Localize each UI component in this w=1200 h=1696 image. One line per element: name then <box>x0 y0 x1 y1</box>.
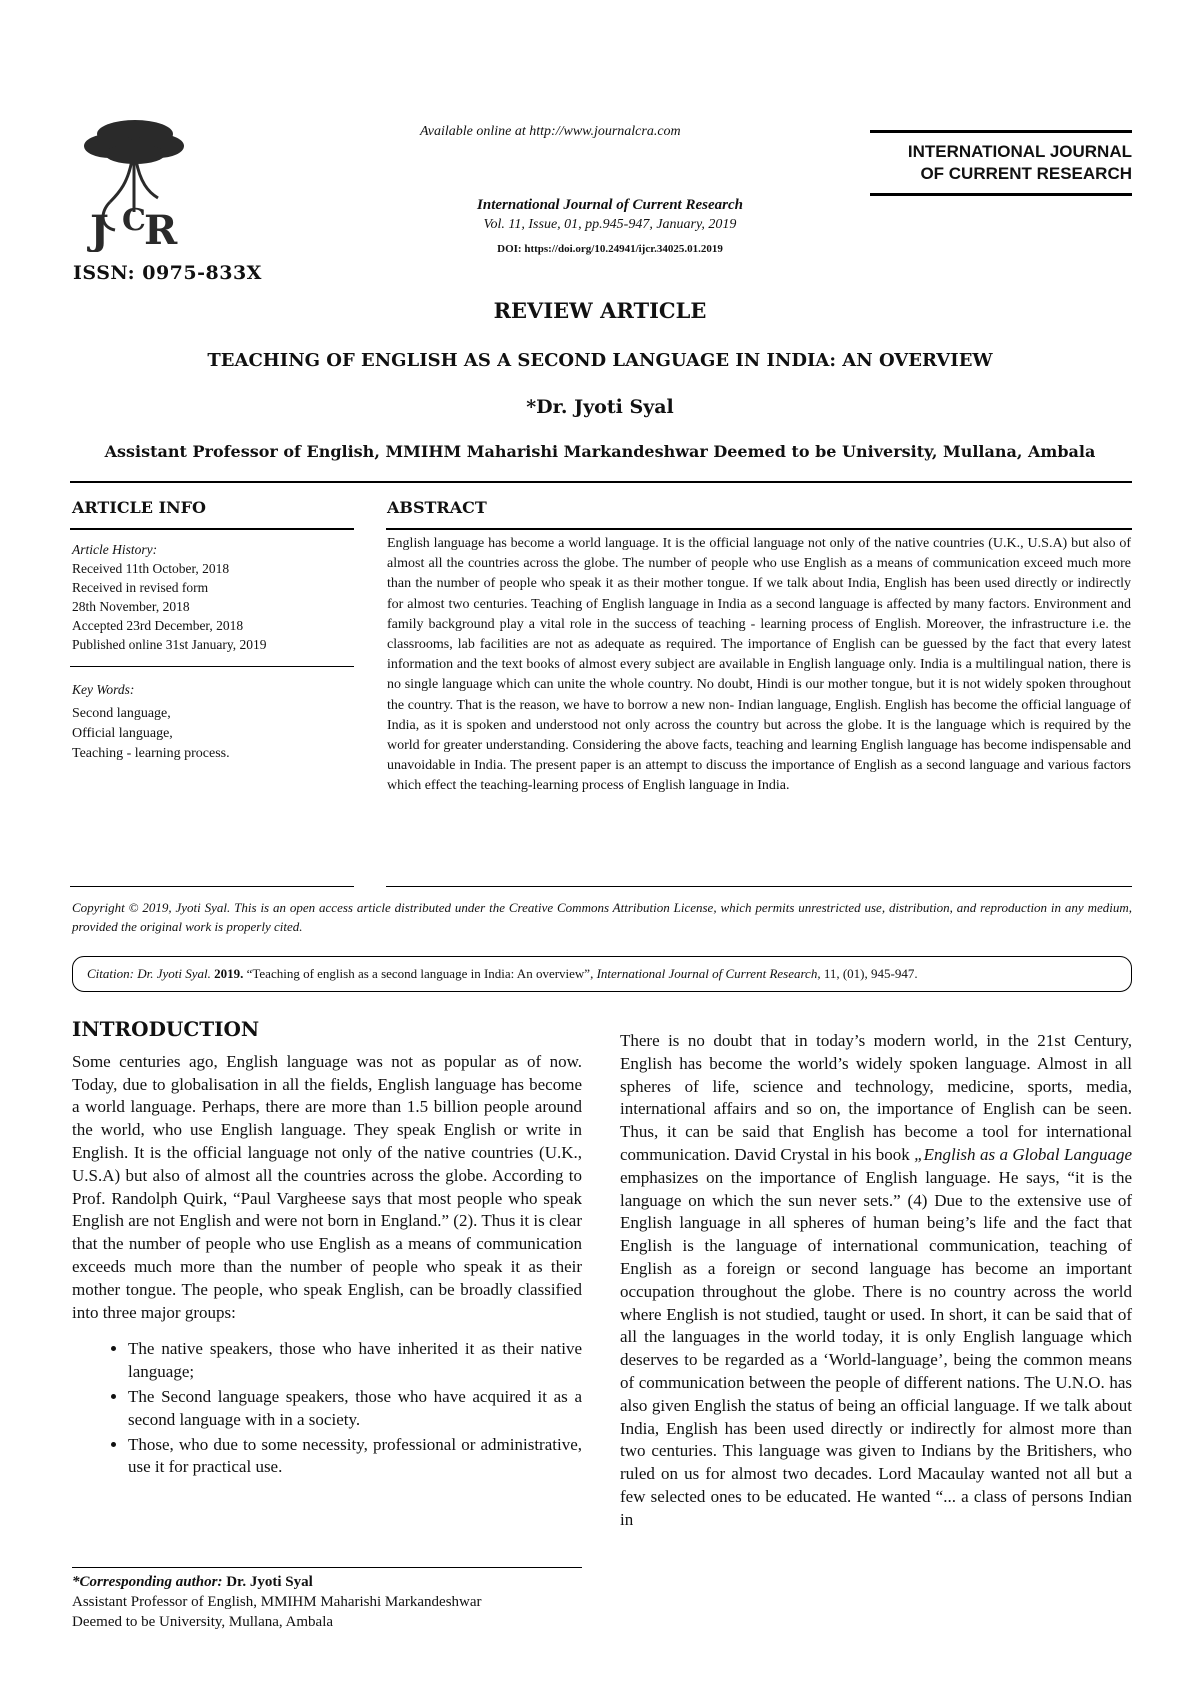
history-item: Received 11th October, 2018 <box>72 561 230 576</box>
speaker-groups-list <box>72 1338 582 1479</box>
citation-year: 2019. <box>214 966 244 981</box>
article-info-mid-rule <box>70 666 354 667</box>
article-info-rule <box>70 528 354 530</box>
issn: ISSN: 0975-833X <box>73 262 262 284</box>
list-item: • The native speakers, those who have inherited it as their native language; <box>128 1338 582 1384</box>
corresponding-affil-line2: Deemed to be University, Mullana, Ambala <box>72 1614 334 1630</box>
doi: DOI: https://doi.org/10.24941/ijcr.34025.01.2019 <box>497 243 723 255</box>
list-item: • Those, who due to some necessity, professional or administrative, use it for practical use. <box>128 1434 582 1480</box>
body-right-column <box>620 1030 1132 1532</box>
svg-text:J: J <box>90 207 109 252</box>
history-label: Article History: <box>72 542 158 557</box>
journal-name-box <box>870 130 1132 196</box>
right-text-part1: There is no doubt that in today’s modern world, in the 21st Century, English has become the world’s widely spoken language. Almost in all spheres of life, science and technology, medicine, sports, media, international affairs and so on, the importance of English can be seen. Thus, it can be said that English has become a tool for international communication. David Crystal in his book <box>620 1031 1132 1164</box>
author-name: *Dr. Jyoti Syal <box>526 396 674 418</box>
header-divider <box>70 481 1132 483</box>
citation-details: 11, (01), 945-947. <box>823 966 918 981</box>
author-affiliation: Assistant Professor of English, MMIHM Maharishi Markandeshwar Deemed to be University, Mullana, Ambala <box>104 442 1096 461</box>
abstract-bottom-rule <box>386 886 1132 887</box>
tree-logo-icon <box>70 112 200 252</box>
citation-journal: International Journal of Current Research, <box>596 966 821 981</box>
footnote-rule <box>72 1567 582 1568</box>
abstract-rule <box>386 528 1132 530</box>
available-online: Available online at http://www.journalcra.com <box>420 124 681 139</box>
journal-logo <box>70 112 200 252</box>
article-info-heading: ARTICLE INFO <box>72 498 206 517</box>
volume-info: Vol. 11, Issue, 01, pp.945-947, January, 2019 <box>483 217 737 232</box>
list-item: • The Second language speakers, those who have acquired it as a second language with in a society. <box>128 1386 582 1432</box>
article-info-bottom-rule <box>70 886 354 887</box>
citation-title: “Teaching of english as a second language in India: An overview”, <box>246 966 594 981</box>
history-item: Received in revised form <box>72 580 209 595</box>
history-item: 28th November, 2018 <box>72 599 190 614</box>
keywords-label: Key Words: <box>72 682 135 697</box>
right-paragraph <box>620 1030 1132 1532</box>
article-title: TEACHING OF ENGLISH AS A SECOND LANGUAGE IN INDIA: AN OVERVIEW <box>207 350 993 371</box>
intro-paragraph: Some centuries ago, English language was not as popular as of now. Today, due to globalisation in all the fields, English language has become a world language. Perhaps, there are more than 1.5 billion people around the world, who use English language. They speak English or write in English. It is the official language not only of the native countries (U.K., U.S.A) but also of almost all the countries across the globe. According to Prof. Randolph Quirk, “Paul Vargheese says that most people who speak English are not English and were not born in England.” (2). Thus it is clear that the number of people who use English as a means of communication exceeds much more than the number of people who speak it as their mother tongue. The people, who speak English, can be broadly classified into three major groups: <box>72 1051 582 1322</box>
article-type: REVIEW ARTICLE <box>493 298 707 323</box>
history-item: Accepted 23rd December, 2018 <box>72 618 244 633</box>
introduction-heading: INTRODUCTION <box>72 1017 260 1041</box>
body-left-column <box>72 1018 582 1481</box>
citation-box <box>72 956 1132 992</box>
keyword-item: Second language, <box>72 706 171 721</box>
journal-name-line2: OF CURRENT RESEARCH <box>920 164 1132 183</box>
abstract-text: English language has become a world language. It is the official language not only of the native countries (U.K., U.S.A) but also of almost all the countries across the globe. The number of people who use English as a means of communication exceed much more than the number of people who speak it as their mother tongue. If we talk about India, English has been used directly or indirectly for almost two centuries. Teaching of English language in India as a second language is affected by many factors. Environment and family background play a vital role in the success of teaching - learning process of English. Moreover, the infrastructure i.e. the classrooms, lab facilities are not as adequate as required. The importance of English can be guessed by the fact that every latest information and the text books of almost every subject are available in English language only. India is a multilingual nation, there is no single language which can unite the whole country. No doubt, Hindi is our mother tongue, but it is not widely spoken throughout the country. That is the reason, we have to borrow a new non- Indian language, English. English has become the official language of India, as it is spoken and understood not only across the country but across the globe. It is the language which is required by the world for greater understanding. Considering the above facts, teaching and learning English language has become indispensable and unavoidable in India. The present paper is an attempt to discuss the importance of English as a second language and various factors which effect the teaching-learning process of English language in India. <box>387 536 1131 794</box>
keyword-item: Official language, <box>72 726 173 741</box>
corresponding-name: Dr. Jyoti Syal <box>226 1574 313 1590</box>
svg-text:R: R <box>144 207 178 252</box>
right-text-part2: emphasizes on the importance of English language. He says, “it is the language on which the sun never sets.” (4) Due to the extensive use of English language in all spheres of human being’s life and the fact that English is the language of international communication, teaching of English as a foreign or second language has become an important occupation throughout the globe. There is no country across the world where English is not studied, taught or used. In short, it can be said that of all the languages in the world today, it is only English language which deserves to be regarded as a ‘World-language’, being the common means of communication between the people of different nations. The U.N.O. has also given English the status of being an official language. If we talk about India, English has been used directly or indirectly for almost more than two centuries. This language was given to Indians by the Britishers, who ruled on us for almost two decades. Lord Macaulay wanted not all but a few selected ones to be educated. He wanted “... a class of persons Indian in <box>620 1167 1132 1529</box>
journal-title: International Journal of Current Research <box>477 197 743 213</box>
abstract-heading: ABSTRACT <box>387 498 487 517</box>
history-item: Published online 31st January, 2019 <box>72 637 267 652</box>
keyword-item: Teaching - learning process. <box>72 746 230 761</box>
svg-text:C: C <box>122 203 146 238</box>
corresponding-author <box>72 1572 592 1632</box>
article-history <box>72 540 352 654</box>
journal-info <box>420 196 800 259</box>
corresponding-affil-line1: Assistant Professor of English, MMIHM Maharishi Markandeshwar <box>72 1594 482 1610</box>
corresponding-label: *Corresponding author: <box>72 1574 223 1590</box>
citation-prefix: Citation: Dr. Jyoti Syal. <box>87 966 211 981</box>
journal-name-line1: INTERNATIONAL JOURNAL <box>907 142 1132 161</box>
keywords <box>72 680 352 764</box>
book-title: „English as a Global Language <box>914 1144 1132 1164</box>
copyright-notice: Copyright © 2019, Jyoti Syal. This is an open access article distributed under the Creative Commons Attribution License, which permits unrestricted use, distribution, and reproduction in any medium, provided the original work is properly cited. <box>72 900 1132 934</box>
